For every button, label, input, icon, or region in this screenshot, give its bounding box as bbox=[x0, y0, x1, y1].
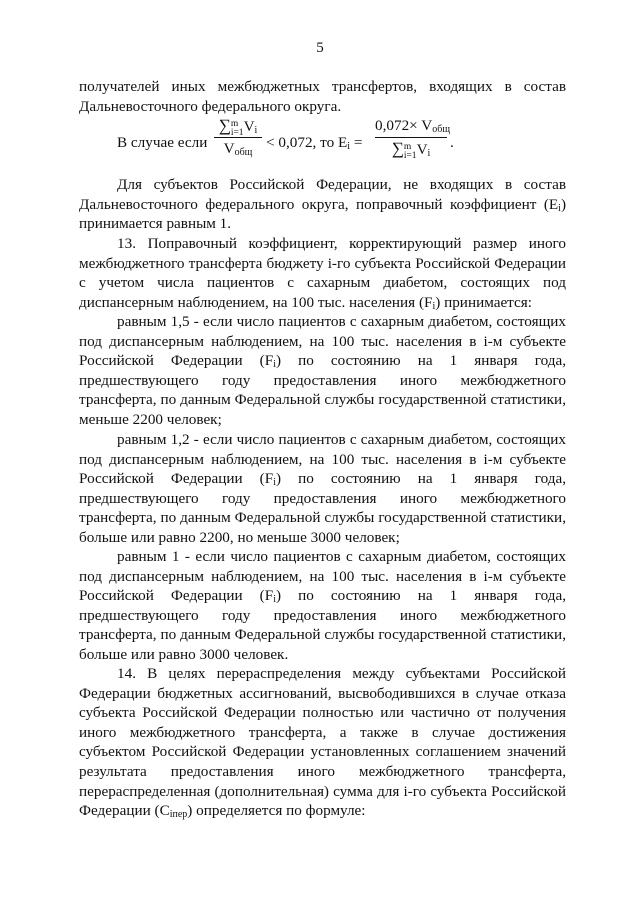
text-line: 13. Поправочный коэффициент, корректирующий размер иного bbox=[117, 235, 566, 252]
formula-end: . bbox=[450, 134, 454, 151]
text-line: Федерации $(C_{iпер})$ определяется по формуле: bbox=[79, 802, 366, 821]
text-line: Федерации бюджетных ассигнований, высвободившихся в случае отказа bbox=[79, 684, 566, 702]
paragraph-13 bbox=[79, 234, 566, 312]
text-line: трансферта, по данным Федеральной службы государственной статистики, bbox=[79, 626, 566, 644]
fraction-left-numerator: ∑ m i=1 $V_i$ bbox=[218, 116, 258, 138]
text-line: результата предоставления иного межбюджетного трансферта, bbox=[79, 762, 566, 780]
paragraph-14 bbox=[79, 664, 566, 821]
text-line: 14. В целях перераспределения между субъектами Российской bbox=[117, 665, 566, 682]
text-line: Российской Федерации $(F_i)$ по состоянию на 1 января года, bbox=[79, 470, 566, 489]
text-line: иного межбюджетного трансферта, а также в случае достижения bbox=[79, 723, 566, 741]
case-1-5 bbox=[79, 312, 566, 430]
text-line: под диспансерным наблюдением, на 100 тыс. населения в i-м субъекте bbox=[79, 332, 566, 350]
case-1-2 bbox=[79, 430, 566, 548]
formula-block bbox=[79, 116, 566, 170]
sum-limits: m i=1 bbox=[230, 119, 244, 138]
text-line: больше или равно 2200, но меньше 3000 человек; bbox=[79, 528, 400, 546]
paragraph-subjects bbox=[79, 175, 566, 234]
text-line: с учетом числа пациентов с сахарным диабетом, состоящих под bbox=[79, 274, 566, 292]
text-line: принимается равным 1. bbox=[79, 215, 232, 233]
text-line: равным 1,5 - если число пациентов с сахарным диабетом, состоящих bbox=[117, 313, 566, 330]
text-line: субъектом Российской Федерации установленных соглашением значений bbox=[79, 743, 566, 761]
text-line: Российской Федерации $(F_i)$ по состоянию на 1 января года, bbox=[79, 587, 566, 606]
fraction-right bbox=[375, 116, 451, 161]
text-line: субъекта Российской Федерации полностью или частично от получения bbox=[79, 704, 566, 722]
text-line: межбюджетного трансферта бюджету i-го субъекта Российской Федерации bbox=[79, 254, 566, 272]
text-line: предшествующего году предоставления иного межбюджетного bbox=[79, 489, 566, 507]
sum-limits: m i=1 bbox=[403, 142, 417, 161]
text-line: предшествующего году предоставления иного межбюджетного bbox=[79, 606, 566, 624]
text-line: предшествующего году предоставления иного межбюджетного bbox=[79, 371, 566, 389]
text-line: равным 1 - если число пациентов с сахарным диабетом, состоящих bbox=[117, 548, 566, 565]
text-line: Российской Федерации $(F_i)$ по состоянию на 1 января года, bbox=[79, 352, 566, 371]
formula bbox=[79, 116, 566, 170]
text-line: равным 1,2 - если число пациентов с сахарным диабетом, состоящих bbox=[117, 431, 566, 448]
fraction-left-denominator: $V_{общ}$ bbox=[223, 140, 253, 158]
text-line: Дальневосточного федерального округа, поправочный коэффициент $(E_i)$ bbox=[79, 195, 566, 214]
text-line: перераспределенная (дополнительная) сумма для i-го субъекта Российской bbox=[79, 782, 566, 800]
fraction-bar bbox=[375, 137, 447, 138]
text-line: трансферта, по данным Федеральной службы государственной статистики, bbox=[79, 391, 566, 409]
fraction-right-denominator: ∑ m i=1 $V_i$ bbox=[391, 139, 431, 161]
page-number: 5 bbox=[316, 40, 324, 56]
sum-sign: ∑ bbox=[391, 139, 404, 158]
fraction-left bbox=[214, 116, 262, 159]
text-line: Для субъектов Российской Федерации, не входящих в состав bbox=[117, 176, 566, 193]
text-line: под диспансерным наблюдением, на 100 тыс. населения в i-м субъекте bbox=[79, 450, 566, 468]
formula-comparison: < 0,072, то $E_i$ = bbox=[266, 134, 363, 152]
text-line: меньше 2200 человек; bbox=[79, 410, 222, 428]
fraction-right-numerator: $0,072\times V_{общ}$ bbox=[375, 117, 451, 135]
text-line: получателей иных межбюджетных трансфертов, входящих в состав bbox=[79, 78, 566, 95]
paragraph-continuation bbox=[79, 77, 566, 116]
text-line: больше или равно 3000 человек. bbox=[79, 645, 289, 663]
text-line: под диспансерным наблюдением, на 100 тыс. населения в i-м субъекте bbox=[79, 567, 566, 585]
case-1 bbox=[79, 547, 566, 665]
text-line: Дальневосточного федерального округа. bbox=[79, 97, 342, 115]
text-line: трансферта, по данным Федеральной службы государственной статистики, bbox=[79, 509, 566, 527]
text-line: диспансерным наблюдением, на 100 тыс. населения $(F_i)$ принимается: bbox=[79, 293, 532, 312]
sum-sign: ∑ bbox=[218, 116, 231, 135]
formula-lead-text: В случае если bbox=[117, 134, 208, 151]
